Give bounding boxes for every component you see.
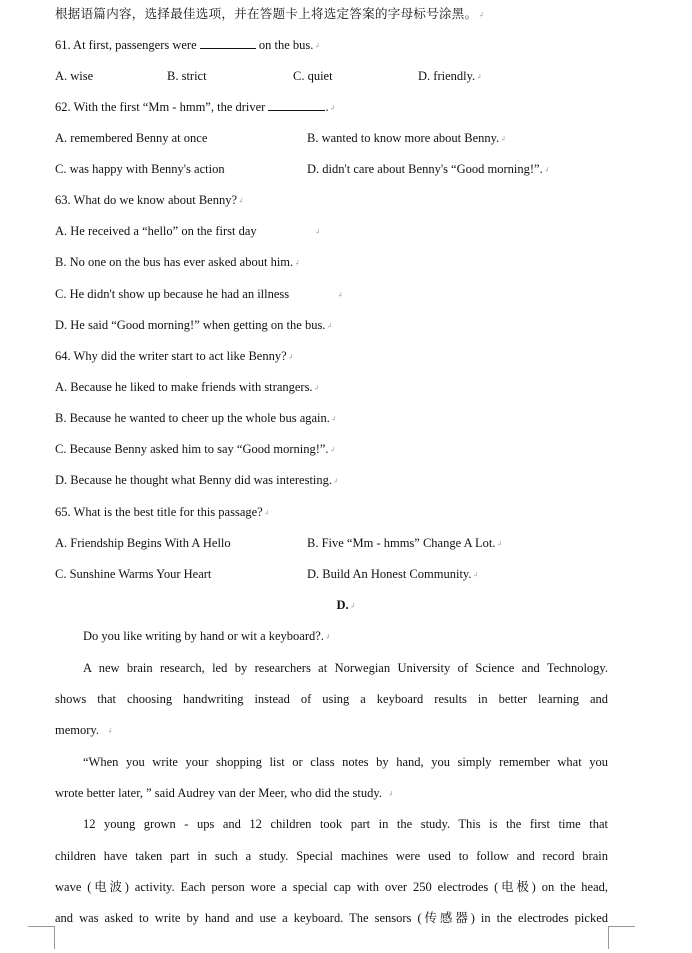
- q62-option-a: A. remembered Benny at once: [55, 131, 208, 145]
- paragraph-mark: ↲: [349, 602, 356, 611]
- passage-d-p1-text: Do you like writing by hand or wit a keyboard?.: [83, 629, 324, 643]
- q63-option-b: [55, 254, 300, 271]
- q62-answer-blank: [268, 99, 325, 111]
- q65-option-c: C. Sunshine Warms Your Heart: [55, 567, 212, 581]
- paragraph-mark: ↲: [287, 353, 294, 362]
- q63-option-b-label: B. No one on the bus has ever asked about him.: [55, 255, 294, 269]
- passage-d-paragraph-3-line-1: [83, 754, 608, 770]
- q64-option-d-label: D. Because he thought what Benny did was interesting.: [55, 473, 333, 487]
- paragraph-mark: ↲: [500, 135, 507, 144]
- q64-stem-text: 64. Why did the writer start to act like Benny?: [55, 349, 287, 363]
- question-61-stem: [55, 37, 320, 54]
- instruction-text: [55, 6, 485, 23]
- paragraph-mark: ↲: [333, 477, 339, 486]
- passage-d-p3-line-2-text: wrote better later, ” said Audrey van der Meer, who did the study.: [55, 786, 382, 800]
- passage-d-p4-line-3-text: wave (电波) activity. Each person wore a special cap with over 250 electrodes (电极) on the head,: [55, 880, 608, 894]
- paragraph-mark: ↲: [314, 42, 321, 51]
- paragraph-mark: ↲: [314, 228, 321, 237]
- q65-option-b: [307, 535, 502, 552]
- crop-mark-bottom-left: [28, 926, 55, 949]
- q64-option-c-label: C. Because Benny asked him to say “Good morning!”.: [55, 442, 329, 456]
- q63-option-a: [55, 223, 321, 240]
- q64-option-b: [55, 410, 337, 427]
- paragraph-mark: ↲: [313, 384, 320, 393]
- q62-option-c: C. was happy with Benny's action: [55, 162, 225, 176]
- passage-d-paragraph-1: [83, 628, 331, 645]
- q63-option-c: [55, 286, 343, 303]
- q63-option-c-label: C. He didn't show up because he had an illness: [55, 287, 290, 301]
- q62-option-d-label: D. didn't care about Benny's “Good morning!”.: [307, 162, 543, 176]
- q63-stem-text: 63. What do we know about Benny?: [55, 193, 238, 207]
- q63-option-a-label: A. He received a “hello” on the first day: [55, 224, 257, 238]
- q63-option-d: [55, 317, 332, 334]
- passage-d-paragraph-4-line-3: [55, 879, 608, 895]
- passage-d-p2-line-2-text: shows that choosing handwriting instead of using a keyboard results in better learning and: [55, 692, 608, 706]
- q61-stem-start: 61. At first, passengers were: [55, 38, 197, 52]
- crop-mark-bottom-right: [608, 926, 635, 949]
- paragraph-mark: ↲: [106, 727, 113, 736]
- passage-d-paragraph-3-line-2: [55, 785, 394, 802]
- passage-d-p2-line-1-text: A new brain research, led by researchers at Norwegian University of Science and Technology.: [83, 661, 608, 675]
- instruction-label: 根据语篇内容，选择最佳选项，并在答题卡上将选定答案的字母标号涂黑。: [55, 7, 478, 21]
- passage-d-p4-line-1-text: 12 young grown - ups and 12 children took part in the study. This is the first time that: [83, 817, 608, 831]
- paragraph-mark: ↲: [294, 259, 301, 268]
- q61-answer-blank: [200, 37, 256, 49]
- paragraph-mark: ↲: [329, 104, 336, 113]
- q65-option-d-label: D. Build An Honest Community.: [307, 567, 472, 581]
- q61-stem-end: on the bus.: [258, 38, 314, 52]
- paragraph-mark: ↲: [472, 571, 479, 580]
- q65-option-b-label: B. Five “Mm - hmms” Change A Lot.: [307, 536, 496, 550]
- paragraph-mark: ↲: [543, 166, 550, 175]
- q62-option-b: [307, 130, 506, 147]
- paragraph-mark: ↲: [324, 633, 331, 642]
- q61-option-c: C. quiet: [293, 69, 333, 83]
- q62-option-b-label: B. wanted to know more about Benny.: [307, 131, 500, 145]
- paragraph-mark: ↲: [478, 11, 485, 20]
- q62-stem-text: 62. With the first “Mm - hmm”, the driver: [55, 100, 266, 114]
- q61-option-a: A. wise: [55, 69, 94, 83]
- q62-stem-end: .: [325, 100, 329, 114]
- q61-option-d-label: D. friendly.: [418, 69, 476, 83]
- q61-option-b: B. strict: [167, 69, 207, 83]
- q64-option-b-label: B. Because he wanted to cheer up the whole bus again.: [55, 411, 330, 425]
- q64-option-c: [55, 441, 335, 458]
- question-65-stem: [55, 504, 270, 521]
- passage-d-paragraph-4-line-1: [83, 816, 608, 832]
- q65-option-d: [307, 566, 478, 583]
- paragraph-mark: ↲: [330, 415, 337, 424]
- paragraph-mark: ↲: [337, 291, 344, 300]
- passage-d-paragraph-2-line-1: [83, 660, 608, 676]
- q64-option-d: [55, 472, 339, 489]
- paragraph-mark: ↲: [326, 322, 333, 331]
- q65-stem-text: 65. What is the best title for this passage?: [55, 505, 263, 519]
- passage-d-paragraph-4-line-2: [55, 848, 608, 864]
- paragraph-mark: ↲: [476, 73, 483, 82]
- q64-option-a-label: A. Because he liked to make friends with strangers.: [55, 380, 313, 394]
- q61-option-d: [418, 68, 482, 85]
- q64-option-a: [55, 379, 319, 396]
- passage-d-p4-line-2-text: children have taken part in such a study. Special machines were used to follow and record brain: [55, 849, 608, 863]
- paragraph-mark: ↲: [263, 509, 270, 518]
- q63-option-d-label: D. He said “Good morning!” when getting on the bus.: [55, 318, 326, 332]
- passage-d-p3-line-1-text: “When you write your shopping list or class notes by hand, you simply remember what you: [83, 755, 608, 769]
- passage-d-p4-line-4-text: and was asked to write by hand and use a keyboard. The sensors (传感器) in the electrodes picked: [55, 911, 608, 925]
- passage-d-paragraph-2-line-3: [55, 722, 113, 739]
- paragraph-mark: ↲: [238, 197, 244, 206]
- passage-d-paragraph-2-line-2: [55, 691, 608, 707]
- question-64-stem: [55, 348, 294, 365]
- paragraph-mark: ↲: [496, 540, 503, 549]
- passage-d-paragraph-4-line-4: [55, 910, 608, 926]
- section-d-heading-label: D.: [336, 598, 349, 612]
- q65-option-a: A. Friendship Begins With A Hello: [55, 536, 231, 550]
- paragraph-mark: ↲: [329, 446, 336, 455]
- question-62-stem: [55, 99, 335, 116]
- paragraph-mark: ↲: [387, 790, 394, 799]
- q62-option-d: [307, 161, 550, 178]
- passage-d-p2-line-3-text: memory.: [55, 723, 99, 737]
- section-d-heading: [0, 597, 692, 614]
- question-63-stem: [55, 192, 244, 209]
